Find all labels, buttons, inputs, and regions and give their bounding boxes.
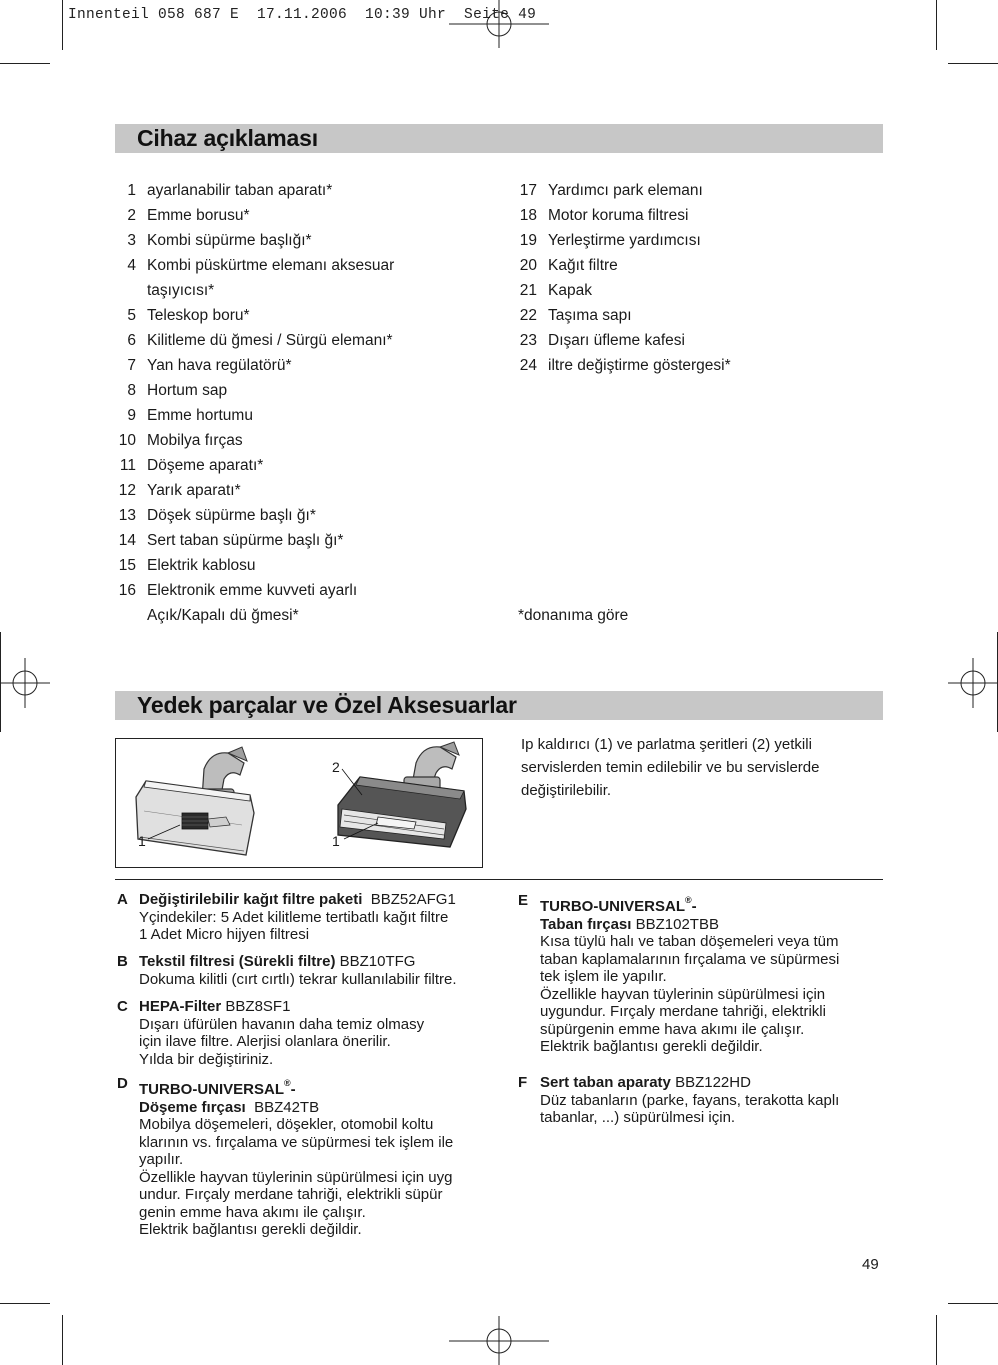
text-line: için ilave filtre. Alerjisi olanlara önerilir. [139, 1033, 391, 1050]
item-text: ayarlanabilir taban aparatı* [147, 182, 333, 199]
accessory-e [518, 892, 883, 1056]
item-number: 15 [118, 557, 136, 574]
section-title: Yedek parçalar ve Özel Aksesuarlar [137, 692, 517, 718]
item-text: Sert taban süpürme başlı ğı* [147, 532, 344, 549]
item-number: 4 [127, 257, 136, 274]
item-number: 18 [519, 207, 537, 224]
text-line: Düz tabanların (parke, fayans, terakotta kaplı [540, 1091, 840, 1109]
text-line: tabanlar, ...) süpürülmesi için. [540, 1109, 736, 1126]
item-text: Döşek süpürme başlı ğı* [147, 507, 316, 524]
list-item [116, 328, 394, 353]
list-item [517, 178, 731, 203]
item-number: 22 [519, 307, 537, 324]
accessory-letter: D [117, 1075, 128, 1092]
text-line: uygundur. Fırçaly merdane tahriği, elektrikli [540, 1003, 826, 1020]
accessory-letter: F [518, 1074, 528, 1091]
item-text: iltre değiştirme göstergesi* [548, 357, 731, 374]
accessory-a [117, 891, 502, 944]
item-number: 21 [519, 282, 537, 299]
accessory-code: BBZ42TB [254, 1098, 320, 1116]
registration-mark-icon [449, 0, 549, 48]
list-item [116, 228, 394, 253]
text-line: klarının vs. fırçalama ve süpürmesi tek işlem ile [139, 1133, 454, 1151]
registration-mark-icon [0, 658, 50, 708]
item-text: Döşeme aparatı* [147, 457, 264, 474]
list-item [116, 503, 394, 528]
crop-mark [0, 63, 50, 64]
floor-nozzle-icon [116, 739, 482, 867]
accessory-code: BBZ8SF1 [225, 998, 291, 1015]
accessory-name: Sert taban aparaty [540, 1074, 671, 1091]
item-text-continued: taşıyıcısı* [147, 282, 215, 299]
text-line: Kısa tüylü halı ve taban döşemeleri veya tüm [540, 933, 839, 950]
item-text: Emme borusu* [147, 207, 250, 224]
item-number: 24 [519, 357, 537, 374]
item-number: 2 [127, 207, 136, 224]
list-item [116, 178, 394, 203]
spare-parts-description [521, 733, 881, 802]
crop-mark [948, 1303, 998, 1304]
item-number: 3 [127, 232, 136, 249]
list-item [116, 253, 394, 278]
text-line: taban kaplamalarının fırçalama ve süpürmesi [540, 950, 840, 968]
text-line: tek işlem ile yapılır. [540, 968, 667, 985]
accessory-f [518, 1074, 883, 1127]
parts-list-left [116, 178, 394, 628]
crop-mark [948, 63, 998, 64]
crop-mark [0, 1303, 50, 1304]
list-item [116, 428, 394, 453]
item-text: Dışarı üfleme kafesi [548, 332, 685, 349]
accessory-letter: B [117, 953, 128, 970]
print-header: Innenteil 058 687 E 17.11.2006 10:39 Uhr Seite 49 [68, 7, 537, 23]
crop-mark [936, 0, 937, 50]
item-number: 11 [119, 457, 136, 474]
text-line: Dışarı üfürülen havanın daha temiz olmasy [139, 1015, 425, 1033]
accessory-letter: E [518, 892, 529, 909]
item-text: Kapak [548, 282, 592, 299]
item-text: Taşıma sapı [548, 307, 632, 324]
item-text: Yerleştirme yardımcısı [548, 232, 701, 249]
item-text: Kombi süpürme başlığı* [147, 232, 312, 249]
section-header-bar [115, 691, 883, 720]
accessory-name: HEPA-Filter [139, 998, 222, 1015]
accessory-name: TURBO-UNIVERSAL [540, 898, 685, 915]
item-number: 7 [127, 357, 136, 374]
list-item [116, 403, 394, 428]
item-number: 23 [519, 332, 537, 349]
registration-mark-icon [948, 658, 998, 708]
crop-mark [62, 1315, 63, 1365]
text-line: Mobilya döşemeleri, döşekler, otomobil koltu [139, 1116, 434, 1133]
list-item [116, 378, 394, 403]
item-number: 1 [127, 182, 136, 199]
item-text: Yardımcı park elemanı [548, 182, 703, 199]
list-item [116, 478, 394, 503]
item-number: 9 [127, 407, 136, 424]
figure-label: 1 [138, 833, 146, 849]
item-number: 5 [127, 307, 136, 324]
text-line: Elektrik bağlantısı gerekli değildir. [139, 1221, 362, 1238]
item-number: 13 [118, 507, 136, 524]
item-number: 8 [127, 382, 136, 399]
parts-list-right [517, 178, 731, 378]
text-line: Yçindekiler: 5 Adet kilitleme tertibatlı kağıt filtre [139, 908, 449, 926]
text-line: Dokuma kilitli (cırt cırtlı) tekrar kullanılabilir filtre. [139, 970, 457, 988]
text-line: Yılda bir değiştiriniz. [139, 1050, 274, 1068]
accessory-b [117, 953, 502, 988]
accessory-subname: Döşeme fırçası [139, 1098, 246, 1116]
item-text: Emme hortumu [147, 407, 253, 424]
accessory-name: TURBO-UNIVERSAL [139, 1081, 284, 1098]
accessory-code: BBZ102TBB [635, 915, 719, 933]
section-title: Cihaz açıklaması [137, 125, 318, 151]
item-number: 16 [118, 582, 136, 599]
item-text: Teleskop boru* [147, 307, 250, 324]
accessory-code: BBZ52AFG1 [370, 891, 456, 908]
list-item [116, 553, 394, 578]
item-number: 12 [118, 482, 136, 499]
text-line: genin emme hava akımı ile çalışır. [139, 1203, 366, 1221]
accessory-name: Tekstil filtresi (Sürekli filtre) [139, 953, 336, 970]
text-line: Özellikle hayvan tüylerinin süpürülmesi için uyg [139, 1168, 453, 1186]
item-number: 17 [519, 182, 537, 199]
list-item [116, 303, 394, 328]
text-line: Elektrik bağlantısı gerekli değildir. [540, 1038, 763, 1055]
text-line: Özellikle hayvan tüylerinin süpürülmesi için [540, 985, 826, 1003]
accessory-c [117, 998, 502, 1068]
item-text-continued: Açık/Kapalı dü ğmesi* [147, 607, 299, 624]
accessory-code: BBZ10TFG [339, 953, 416, 970]
figure-label: 2 [332, 759, 340, 775]
registered-mark: ® [284, 1078, 291, 1088]
figure-label: 1 [332, 833, 340, 849]
list-item [517, 228, 731, 253]
item-text: Yan hava regülatörü* [147, 357, 292, 374]
registration-mark-icon [449, 1316, 549, 1365]
section-header-bar [115, 124, 883, 153]
list-item [116, 353, 394, 378]
text-line: yapılır. [139, 1151, 184, 1168]
text-line: değiştirilebilir. [521, 782, 612, 799]
nozzle-illustration [115, 738, 483, 868]
item-number: 10 [118, 432, 136, 449]
item-text: Motor koruma filtresi [548, 207, 689, 224]
registered-mark: ® [685, 895, 692, 905]
accessory-letter: C [117, 998, 128, 1015]
item-text: Yarık aparatı* [147, 482, 241, 499]
item-number: 14 [118, 532, 136, 549]
item-text: Kilitleme dü ğmesi / Sürgü elemanı* [147, 332, 393, 349]
text-line: servislerden temin edilebilir ve bu servislerde [521, 759, 820, 776]
accessory-letter: A [117, 891, 128, 908]
list-item [116, 578, 394, 603]
accessory-d [117, 1075, 502, 1239]
accessory-subname: Taban fırçası [540, 915, 632, 933]
item-text: Elektronik emme kuvveti ayarlı [147, 582, 358, 599]
item-text: Elektrik kablosu [147, 557, 256, 574]
list-item [116, 528, 394, 553]
text-line: süpürgenin emme hava akımı ile çalışır. [540, 1020, 805, 1038]
text-line: Ip kaldırıcı (1) ve parlatma şeritleri (2) yetkili [521, 736, 812, 753]
list-item [517, 203, 731, 228]
divider [115, 879, 883, 880]
text-line: undur. Fırçaly merdane tahriği, elektrikli süpür [139, 1186, 443, 1203]
item-text: Kombi püskürtme elemanı aksesuar [147, 257, 395, 274]
crop-mark [936, 1315, 937, 1365]
name-suffix: - [691, 898, 697, 915]
item-number: 6 [127, 332, 136, 349]
item-text: Mobilya fırças [147, 432, 243, 449]
text-line: 1 Adet Micro hijyen filtresi [139, 926, 310, 943]
list-item [517, 328, 731, 353]
list-item [517, 303, 731, 328]
list-item [517, 253, 731, 278]
item-number: 19 [519, 232, 537, 249]
list-item [116, 203, 394, 228]
item-number: 20 [519, 257, 537, 274]
list-item [517, 278, 731, 303]
accessory-name: Değiştirilebilir kağıt filtre paketi [139, 891, 363, 908]
crop-mark [62, 0, 63, 50]
page-number: 49 [862, 1256, 879, 1273]
name-suffix: - [290, 1081, 296, 1098]
list-item [517, 353, 731, 378]
list-item [116, 453, 394, 478]
item-text: Hortum sap [147, 382, 228, 399]
item-text: Kağıt filtre [548, 257, 618, 274]
footnote: *donanıma göre [518, 607, 629, 624]
accessory-code: BBZ122HD [675, 1074, 751, 1091]
